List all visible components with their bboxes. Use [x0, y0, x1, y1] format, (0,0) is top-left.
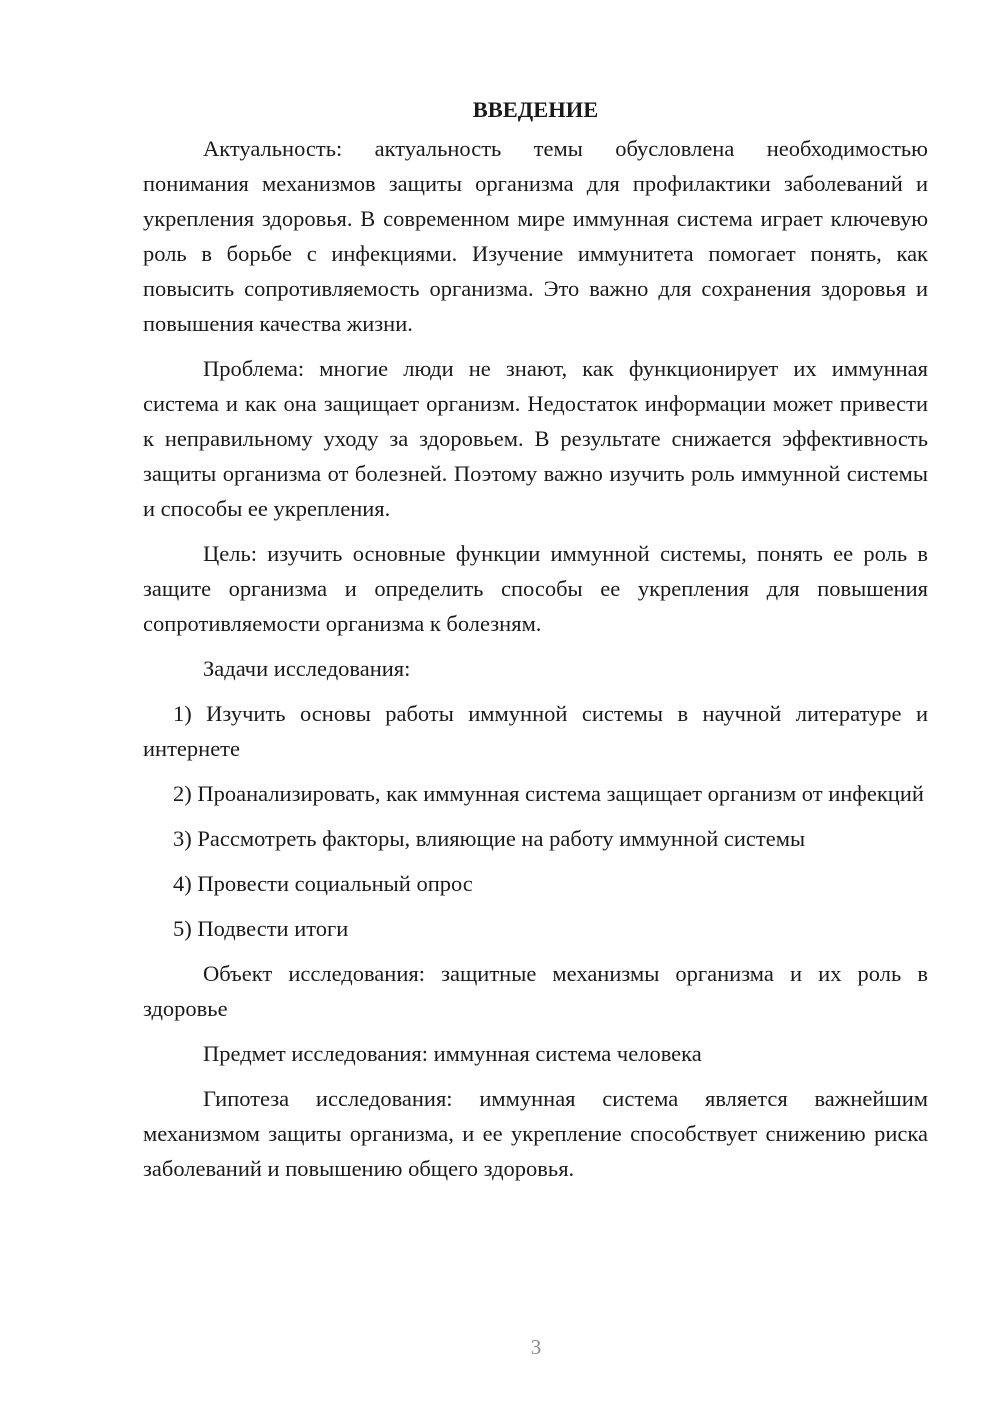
list-item: 4) Провести социальный опрос [173, 871, 473, 896]
page-title: ВВЕДЕНИЕ [472, 97, 599, 122]
list-item: 3) Рассмотреть факторы, влияющие на работу иммунной системы [173, 826, 806, 851]
page-number: 3 [530, 1335, 542, 1359]
list-item: 2) Проанализировать, как иммунная система защищает организм от инфекций [173, 781, 924, 806]
paragraph-subject: Предмет исследования: иммунная система человека [203, 1041, 702, 1066]
tasks-heading: Задачи исследования: [203, 656, 411, 681]
list-item: 5) Подвести итоги [173, 916, 349, 941]
page-content [143, 92, 928, 1196]
paragraph-problem: Проблема: многие люди не знают, как функционирует их иммунная система и как она защищает организм. Недостаток информации может привести к неправильному уходу за здоровьем. В результате снижается эффективность защиты организма от болезней. Поэтому важно изучить роль иммунной системы и способы ее укрепления. [143, 356, 928, 521]
paragraph-goal: Цель: изучить основные функции иммунной системы, понять ее роль в защите организма и определить способы ее укрепления для повышения сопротивляемости организма к болезням. [143, 541, 928, 636]
paragraph-relevance: Актуальность: актуальность темы обусловлена необходимостью понимания механизмов защиты организма для профилактики заболеваний и укрепления здоровья. В современном мире иммунная система играет ключевую роль в борьбе с инфекциями. Изучение иммунитета помогает понять, как повысить сопротивляемость организма. Это важно для сохранения здоровья и повышения качества жизни. [143, 136, 928, 336]
paragraph-hypothesis: Гипотеза исследования: иммунная система является важнейшим механизмом защиты организма, и ее укрепление способствует снижению риска заболеваний и повышению общего здоровья. [143, 1086, 928, 1181]
list-item: 1) Изучить основы работы иммунной системы в научной литературе и интернете [143, 701, 928, 761]
tasks-list [143, 696, 928, 946]
paragraph-object: Объект исследования: защитные механизмы организма и их роль в здоровье [143, 961, 928, 1021]
